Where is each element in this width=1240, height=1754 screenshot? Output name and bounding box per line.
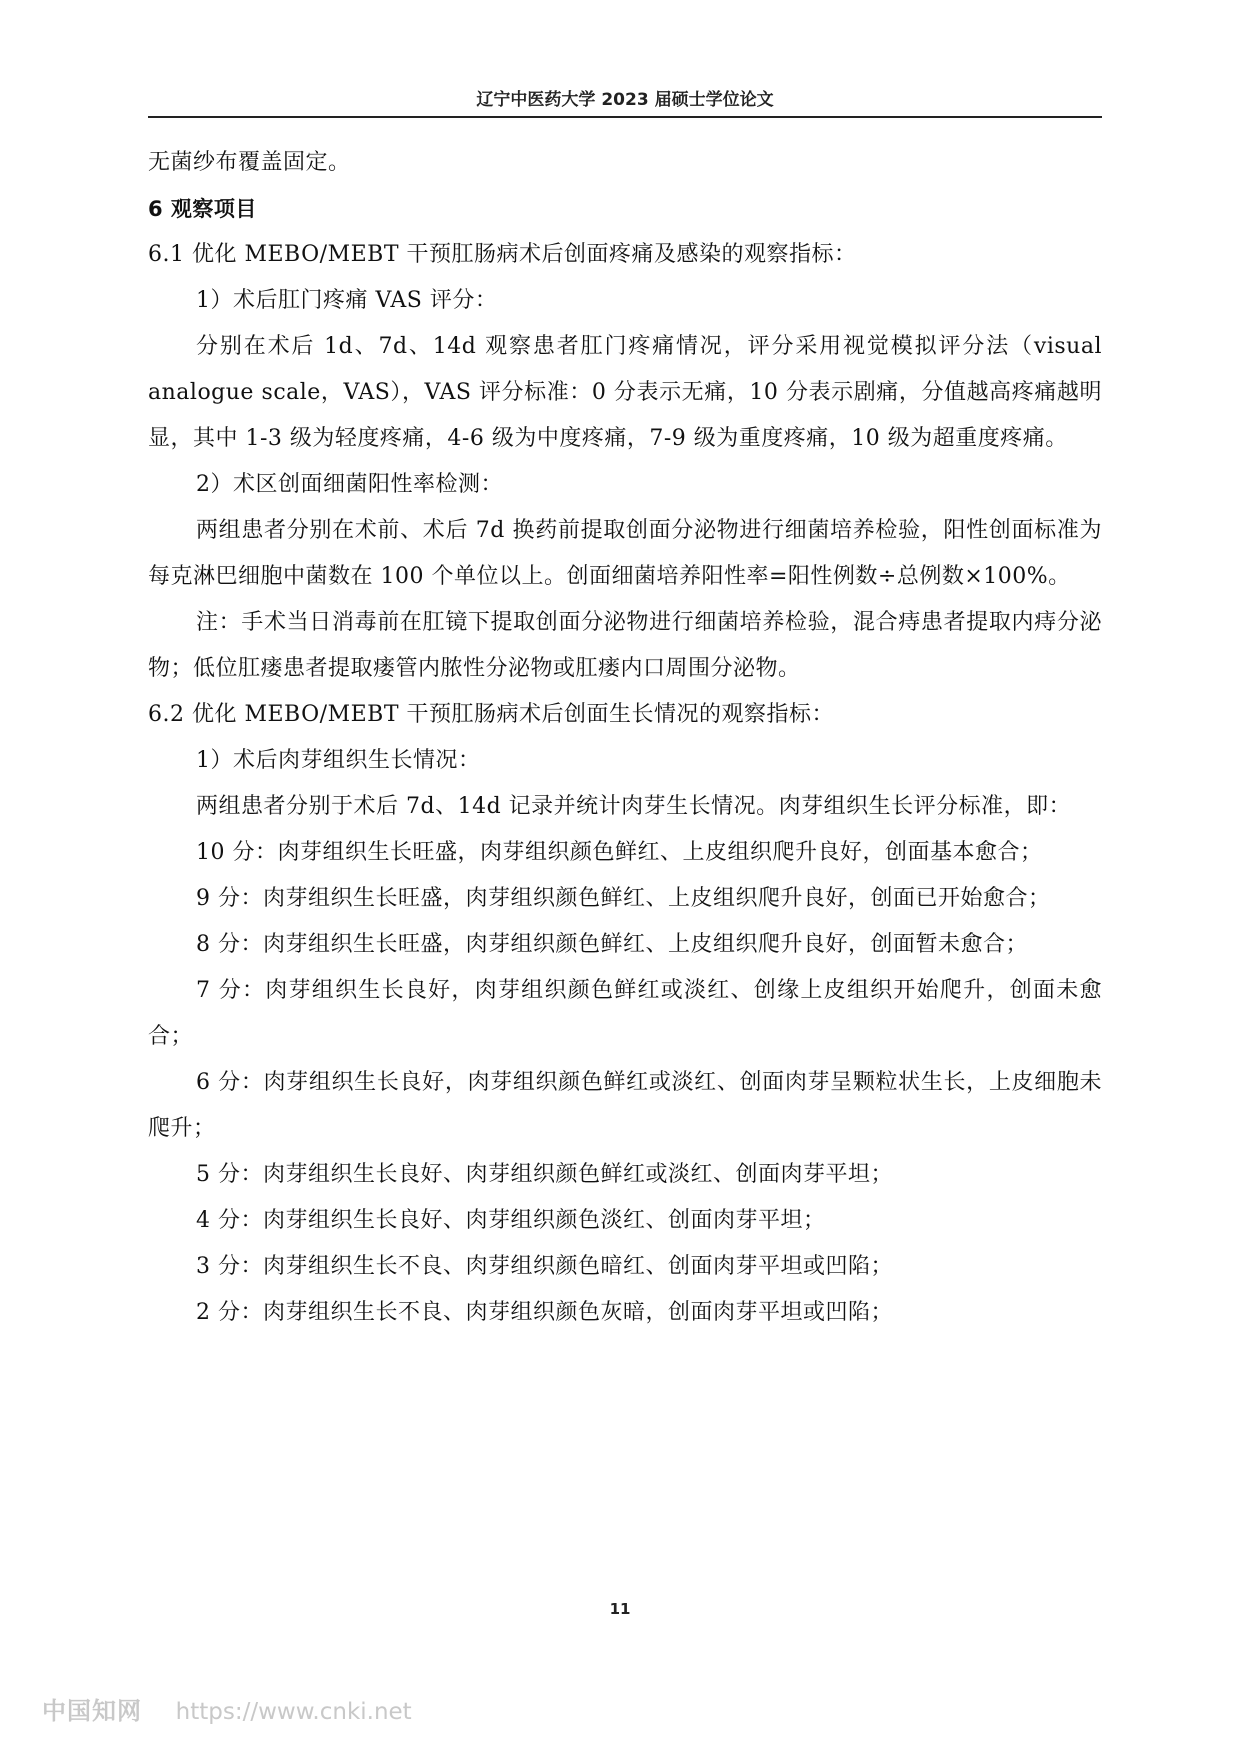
item-heading-vas: 1）术后肛门疼痛 VAS 评分： (196, 288, 498, 313)
section-heading-6: 6 观察项目 (148, 197, 257, 221)
watermark-brand: 中国知网 (42, 1697, 142, 1725)
header-title: 辽宁中医药大学 2023 届硕士学位论文 (476, 90, 774, 110)
body-text (148, 140, 1102, 1336)
score-4: 4 分：肉芽组织生长良好、肉芽组织颜色淡红、创面肉芽平坦； (196, 1208, 826, 1233)
subsection-heading-6-2: 6.2 优化 MEBO/MEBT 干预肛肠病术后创面生长情况的观察指标： (148, 702, 835, 727)
score-5: 5 分：肉芽组织生长良好、肉芽组织颜色鲜红或淡红、创面肉芽平坦； (196, 1162, 893, 1187)
paragraph-note: 注：手术当日消毒前在肛镜下提取创面分泌物进行细菌培养检验，混合痔患者提取内痔分泌物；低位肛瘘患者提取瘘管内脓性分泌物或肛瘘内口周围分泌物。 (148, 610, 1102, 681)
item-heading-bacteria: 2）术区创面细菌阳性率检测： (196, 472, 503, 497)
cnki-watermark (42, 1691, 412, 1726)
score-3: 3 分：肉芽组织生长不良、肉芽组织颜色暗红、创面肉芽平坦或凹陷； (196, 1254, 893, 1279)
paragraph-continuation: 无菌纱布覆盖固定。 (148, 150, 351, 175)
subsection-heading-6-1: 6.1 优化 MEBO/MEBT 干预肛肠病术后创面疼痛及感染的观察指标： (148, 242, 857, 267)
score-7: 7 分：肉芽组织生长良好，肉芽组织颜色鲜红或淡红、创缘上皮组织开始爬升，创面未愈合； (148, 978, 1102, 1049)
watermark-url: https://www.cnki.net (175, 1699, 412, 1725)
paragraph-granulation: 两组患者分别于术后 7d、14d 记录并统计肉芽生长情况。肉芽组织生长评分标准，即： (196, 794, 1072, 819)
paragraph-bacteria: 两组患者分别在术前、术后 7d 换药前提取创面分泌物进行细菌培养检验，阳性创面标准为每克淋巴细胞中菌数在 100 个单位以上。创面细菌培养阳性率=阳性例数÷总例数×100%。 (148, 518, 1102, 589)
score-10: 10 分：肉芽组织生长旺盛，肉芽组织颜色鲜红、上皮组织爬升良好，创面基本愈合； (196, 840, 1043, 865)
score-9: 9 分：肉芽组织生长旺盛，肉芽组织颜色鲜红、上皮组织爬升良好，创面已开始愈合； (196, 886, 1051, 911)
score-2: 2 分：肉芽组织生长不良、肉芽组织颜色灰暗，创面肉芽平坦或凹陷； (196, 1300, 893, 1325)
page-number: 11 (609, 1600, 631, 1618)
running-header (148, 86, 1102, 118)
item-heading-granulation: 1）术后肉芽组织生长情况： (196, 748, 481, 773)
score-8: 8 分：肉芽组织生长旺盛，肉芽组织颜色鲜红、上皮组织爬升良好，创面暂未愈合； (196, 932, 1028, 957)
score-6: 6 分：肉芽组织生长良好，肉芽组织颜色鲜红或淡红、创面肉芽呈颗粒状生长，上皮细胞未爬升； (148, 1070, 1102, 1141)
paragraph-vas: 分别在术后 1d、7d、14d 观察患者肛门疼痛情况，评分采用视觉模拟评分法（visual analogue scale，VAS），VAS 评分标准：0 分表示无痛，10 分表示剧痛，分值越高疼痛越明显，其中 1-3 级为轻度疼痛，4-6 级为中度疼痛，7-9 级为重度疼痛，10 级为超重度疼痛。 (148, 334, 1102, 451)
